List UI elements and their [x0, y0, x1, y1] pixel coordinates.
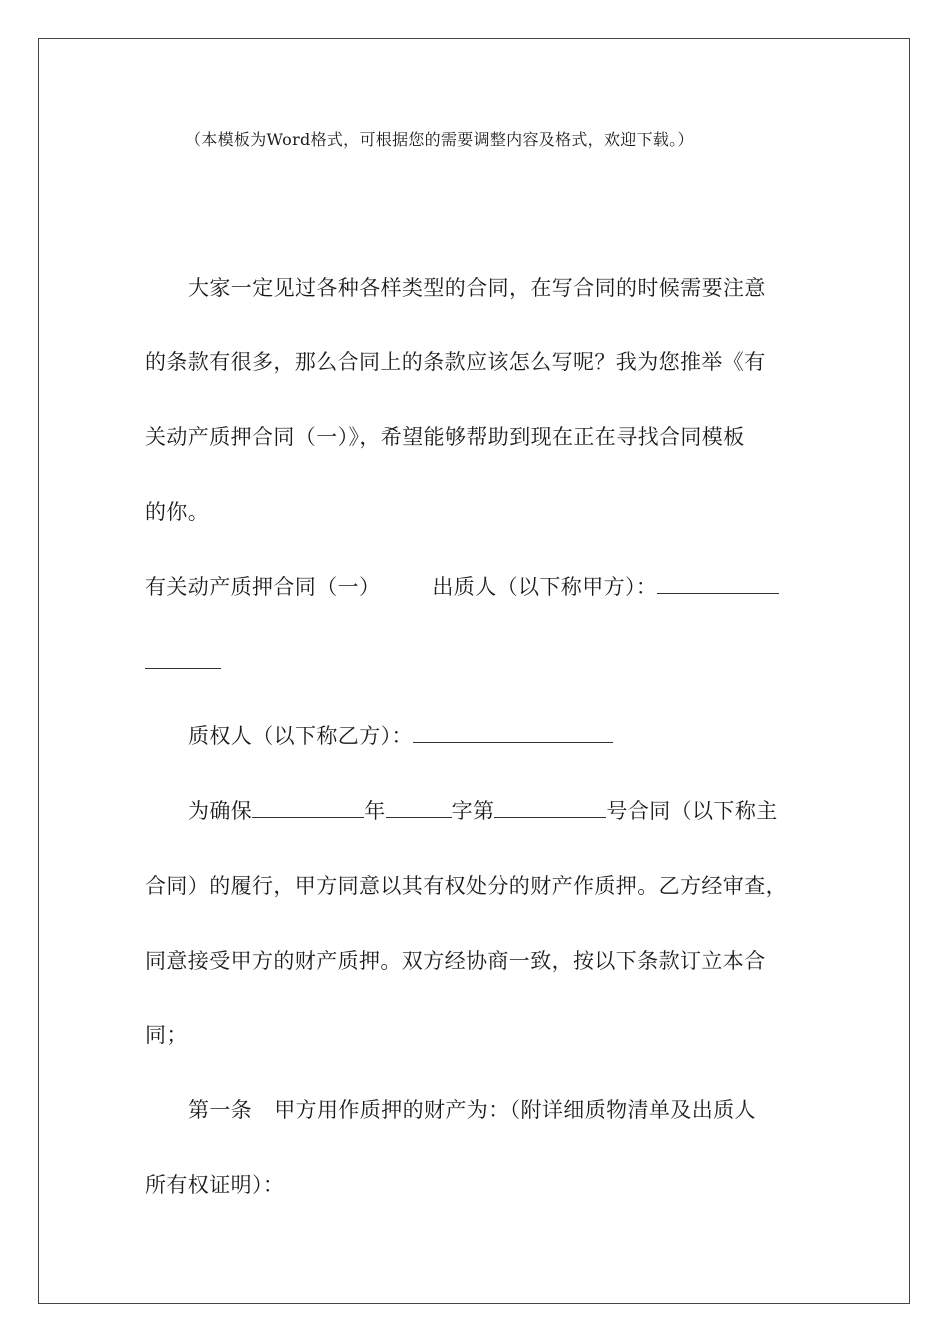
pledgee-row	[188, 724, 613, 748]
purpose-text-c: 字第	[451, 799, 495, 823]
intro-line-4: 的你。	[145, 500, 210, 524]
contract-title: 有关动产质押合同（一）	[145, 575, 381, 599]
pledgor-blank	[657, 575, 779, 594]
intro-line-1: 大家一定见过各种各样类型的合同，在写合同的时候需要注意	[188, 276, 766, 300]
purpose-line-3: 同意接受甲方的财产质押。双方经协商一致，按以下条款订立本合	[145, 949, 766, 973]
pledgor-blank-continued	[145, 650, 221, 669]
contract-title-row	[145, 575, 779, 599]
purpose-line-1	[188, 799, 778, 823]
contract-year-blank	[252, 799, 364, 818]
intro-line-2: 的条款有很多，那么合同上的条款应该怎么写呢？我为您推举《有	[145, 350, 766, 374]
intro-line-3: 关动产质押合同（一）》，希望能够帮助到现在正在寻找合同模板	[145, 425, 745, 449]
purpose-text-a: 为确保	[188, 799, 253, 823]
purpose-line-2: 合同）的履行，甲方同意以其有权处分的财产作质押。乙方经审查，	[145, 874, 787, 898]
template-note: （本模板为Word格式，可根据您的需要调整内容及格式，欢迎下载。）	[185, 130, 694, 149]
purpose-text-b: 年	[364, 799, 386, 823]
contract-number-blank	[494, 799, 606, 818]
contract-prefix-blank	[386, 799, 452, 818]
pledgor-blank-cont-row	[145, 650, 221, 674]
article-1-text: 甲方用作质押的财产为：（附详细质物清单及出质人	[274, 1098, 756, 1122]
pledgee-blank	[413, 724, 613, 743]
pledgor-label: 出质人（以下称甲方）：	[432, 575, 658, 599]
purpose-text-d: 号合同（以下称主	[606, 799, 778, 823]
pledgee-label: 质权人（以下称乙方）：	[188, 724, 413, 748]
article-1-number: 第一条	[188, 1098, 253, 1122]
article-1-line-2: 所有权证明）：	[145, 1173, 285, 1197]
purpose-line-4: 同；	[145, 1023, 188, 1047]
article-1-line-1	[188, 1098, 756, 1122]
